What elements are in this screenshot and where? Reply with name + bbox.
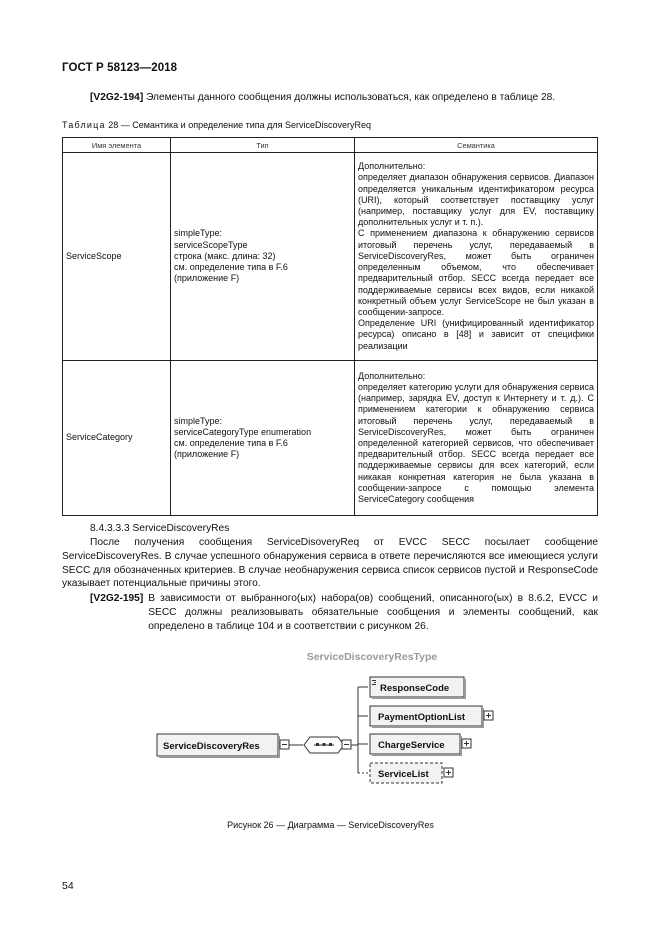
child-element-charge-service [370, 734, 462, 756]
type-line: строка (макс. длина: 32) [174, 250, 276, 261]
type-line: simpleType: [174, 415, 223, 426]
requirement-text: В зависимости от выбранного(ых) набора(ов) сообщений, описанного(ых) в 8.6.2, EVCC и SECC должны реализовывать обязательные сообщения и элементы сообщений, как определено в таблице 104 и в соответствии с рисунком 26. [148, 593, 598, 632]
type-line: serviceCategoryType enumeration [174, 426, 312, 437]
child-element-label: PaymentOptionList [378, 712, 466, 723]
semantics-line: определяет категорию услуги для обнаружения сервиса (например, зарядка EV, доступ к Интернету и т. д.). С применением категории к обнаружению сервиса итоговый перечень услуг, передаваемый в ServiceDiscoveryRes, может быть ограничен определенной категорией сервисов, что обеспечивает предварительный отбор. SECC всегда передает все поддерживаемые сервисы для всех категорий, если никакая конкретная категория не была указана в сообщении-запросе с помощью элемента ServiceCategory сообщения [358, 381, 594, 505]
requirement-tag: [V2G2-195] [90, 593, 144, 604]
page-number: 54 [62, 880, 74, 892]
requirement-paragraph [90, 592, 598, 633]
semantics-line: С применением диапазона к обнаружению сервисов итоговый перечень услуг, передаваемый в ServiceDiscoveryRes, может быть ограничен определенным объемом, что обеспечивает предварительный отбор. SECC всегда передает все поддерживаемые сервисы всех видов, если никакой конкретный объем услуг ServiceScope не был указан в сообщении-запросе. [358, 228, 594, 317]
type-line: см. определение типа в F.6 [174, 438, 288, 448]
table-caption-text: 28 — Семантика и определение типа для ServiceDiscoveryReq [105, 120, 372, 130]
diagram-type-title: ServiceDiscoveryResType [306, 651, 438, 663]
requirement-tag: [V2G2-194] [90, 92, 144, 103]
child-element-label: ResponseCode [380, 683, 450, 694]
intro-text: Элементы данного сообщения должны использоваться, как определено в таблице 28. [146, 92, 556, 103]
semantics-line: Дополнительно: [358, 161, 426, 172]
type-line: (приложение F) [174, 449, 240, 460]
child-element-label: ChargeService [378, 740, 445, 751]
section-heading: 8.4.3.3.3 ServiceDiscoveryRes [90, 523, 230, 534]
type-cell [171, 153, 355, 361]
root-element-label: ServiceDiscoveryRes [163, 741, 260, 752]
semantics-line: Определение URI (унифицированный идентификатор ресурса) описано в [48] и зависит от специфики реализации [358, 318, 594, 351]
element-name-cell: ServiceScope [63, 153, 171, 361]
child-element-service-list [370, 763, 442, 783]
semantics-cell [355, 361, 598, 516]
section-paragraph: После получения сообщения ServiceDisoveryReq от EVCC SECC посылает сообщение ServiceDiscoveryRes. В случае успешного обнаружения сервиса в ответе перечисляются все имеющиеся услуги SECC для обозначенных критериев. В случае необнаружения сервиса список сервисов пустой и ResponseCode указывает потенциальные причины этого. [62, 537, 598, 590]
column-header: Семантика [355, 138, 598, 153]
sequence-compositor-icon [304, 737, 344, 753]
intro-paragraph [90, 91, 600, 105]
document-header: ГОСТ Р 58123—2018 [62, 62, 178, 74]
figure-caption: Рисунок 26 — Диаграмма — ServiceDiscoveryRes [227, 820, 434, 830]
root-element-box [157, 734, 280, 758]
schema-diagram [0, 640, 661, 800]
column-header: Имя элемента [63, 138, 171, 153]
child-element-label: ServiceList [378, 769, 429, 780]
child-element-response-code [370, 677, 466, 699]
column-header: Тип [171, 138, 355, 153]
element-name-cell: ServiceCategory [63, 361, 171, 516]
table-header-row [63, 138, 598, 153]
table-caption [62, 120, 371, 130]
table-row [63, 361, 598, 516]
semantics-line: определяет диапазон обнаружения сервисов. Диапазон определяется уникальным идентификатором ресурса (URI), который соответствует поставщику услуг (например, поставщику услуг для EV, поставщику дополнительных услуг и т. п.). [358, 172, 594, 228]
semantics-line: Дополнительно: [358, 370, 426, 381]
semantics-table [62, 137, 598, 516]
semantics-cell [355, 153, 598, 361]
type-line: simpleType: [174, 228, 223, 239]
type-line: (приложение F) [174, 273, 240, 284]
type-line: см. определение типа в F.6 [174, 262, 288, 273]
type-line: serviceScopeType [174, 239, 248, 250]
type-cell [171, 361, 355, 516]
table-caption-label: Таблица [62, 120, 106, 130]
child-element-payment-option-list [370, 706, 484, 728]
table-row [63, 153, 598, 361]
